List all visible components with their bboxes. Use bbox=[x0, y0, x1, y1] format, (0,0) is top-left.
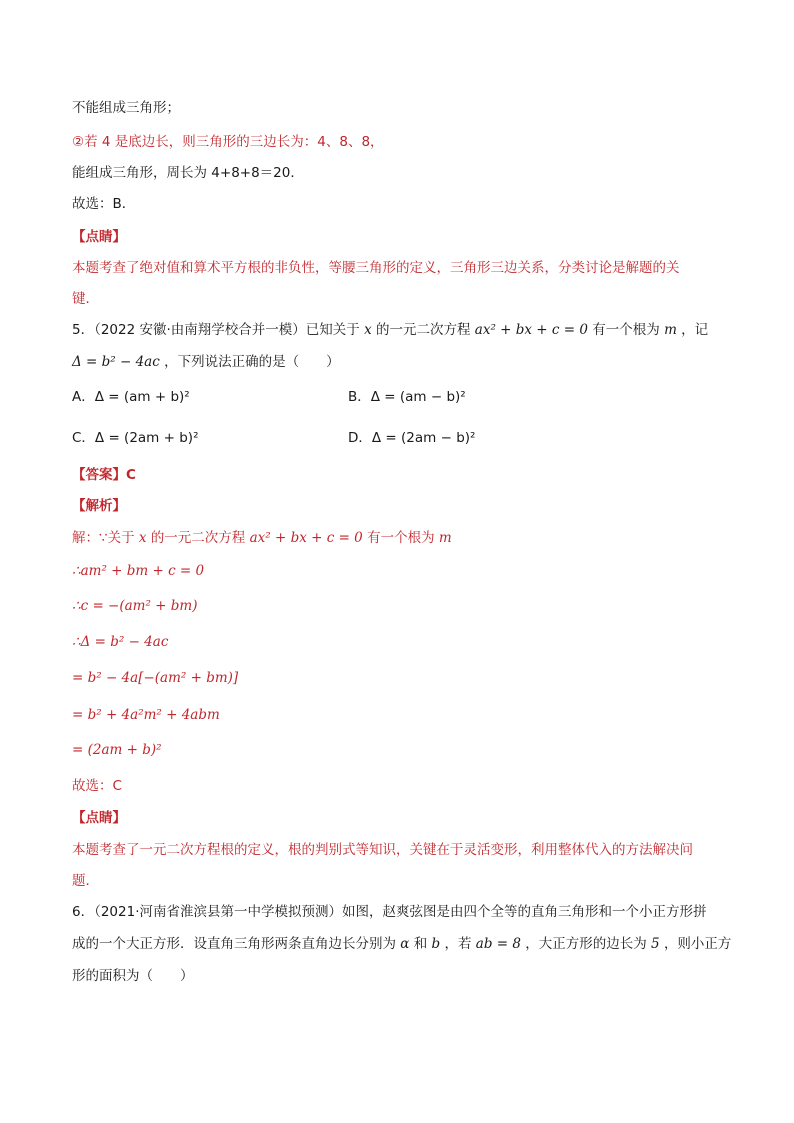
question-6-line-2 bbox=[72, 934, 731, 954]
choose-line: 故选：C bbox=[72, 778, 122, 794]
math-equation: Δ = b² − 4ac bbox=[72, 354, 160, 370]
math-var: α bbox=[400, 936, 410, 952]
solution-text: 有一个根为 bbox=[367, 530, 435, 546]
solution-step: = b² − 4a[−(am² + bm)] bbox=[72, 670, 239, 686]
stem-text: ，大正方形的边长为 bbox=[525, 936, 647, 952]
stem-text: 和 bbox=[413, 936, 428, 952]
text-line: 不能组成三角形； bbox=[72, 100, 180, 116]
math-var: x bbox=[364, 322, 372, 338]
text-line: ②若 4 是底边长，则三角形的三边长为：4、8、8， bbox=[72, 134, 384, 150]
text-line: 本题考查了绝对值和算术平方根的非负性，等腰三角形的定义，三角形三边关系，分类讨论是解题的关 bbox=[72, 260, 680, 276]
solution-intro bbox=[72, 528, 452, 548]
section-label: 【点睛】 bbox=[72, 229, 126, 245]
stem-text: 有一个根为 bbox=[592, 322, 660, 338]
question-5-stem-2 bbox=[72, 352, 340, 372]
stem-text: 的一元二次方程 bbox=[376, 322, 471, 338]
question-6-line-1: 6．（2021·河南省淮滨县第一中学模拟预测）如图，赵爽弦图是由四个全等的直角三角形和一个小正方形拼 bbox=[72, 904, 707, 920]
option-c: C．Δ = (2am + b)² bbox=[72, 430, 199, 446]
stem-text: ，则小正方 bbox=[663, 936, 732, 952]
text-line: 能组成三角形，周长为 4+8+8＝20． bbox=[72, 165, 304, 181]
solution-step: = b² + 4a²m² + 4abm bbox=[72, 707, 220, 723]
stem-text: ，若 bbox=[444, 936, 472, 952]
solution-step: ∴am² + bm + c = 0 bbox=[72, 563, 205, 579]
solution-step: ∴c = −(am² + bm) bbox=[72, 598, 198, 614]
tip-text: 题． bbox=[72, 873, 99, 889]
stem-text: ，下列说法正确的是（ ） bbox=[164, 354, 340, 370]
math-equation: ax² + bx + c = 0 bbox=[249, 530, 363, 546]
answer-label: 【答案】C bbox=[72, 467, 136, 483]
solution-step: = (2am + b)² bbox=[72, 742, 162, 758]
analysis-label: 【解析】 bbox=[72, 498, 126, 514]
math-equation: ab = 8 bbox=[475, 936, 521, 952]
text-line: 键． bbox=[72, 291, 99, 307]
stem-text: 成的一个大正方形．设直角三角形两条直角边长分别为 bbox=[72, 936, 396, 952]
stem-text: 5．（2022 安徽·由南翔学校合并一模）已知关于 bbox=[72, 322, 360, 338]
math-var: m bbox=[438, 530, 452, 546]
math-equation: ax² + bx + c = 0 bbox=[474, 322, 588, 338]
tip-text: 本题考查了一元二次方程根的定义，根的判别式等知识，关键在于灵活变形，利用整体代入的方法解决问 bbox=[72, 842, 693, 858]
option-b: B．Δ = (am − b)² bbox=[348, 389, 466, 405]
option-a: A．Δ = (am + b)² bbox=[72, 389, 190, 405]
text-line: 故选：B． bbox=[72, 196, 136, 212]
math-var: x bbox=[138, 530, 147, 546]
math-var: m bbox=[664, 322, 677, 338]
math-var: b bbox=[431, 936, 441, 952]
solution-text: 解：∵关于 bbox=[72, 530, 135, 546]
stem-text: ，记 bbox=[681, 322, 709, 338]
solution-text: 的一元二次方程 bbox=[150, 530, 246, 546]
solution-step: ∴Δ = b² − 4ac bbox=[72, 634, 169, 650]
tip-label: 【点睛】 bbox=[72, 810, 126, 826]
question-6-line-3: 形的面积为（ ） bbox=[72, 968, 194, 984]
question-5-stem bbox=[72, 320, 708, 340]
math-number: 5 bbox=[651, 936, 660, 952]
option-d: D．Δ = (2am − b)² bbox=[348, 430, 476, 446]
